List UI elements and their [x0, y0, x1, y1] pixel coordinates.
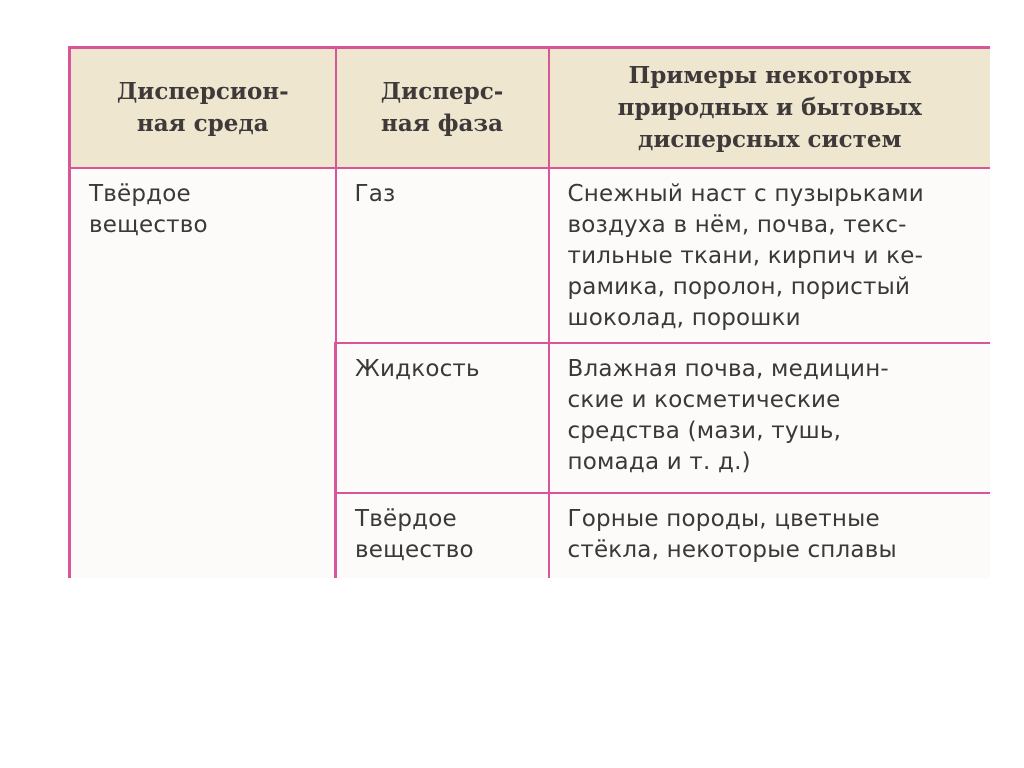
phase-cell-liquid — [336, 343, 549, 493]
header-dispersion-medium — [70, 48, 336, 169]
table-row — [70, 168, 991, 343]
phase-cell-gas — [336, 168, 549, 343]
header-dispersion-medium-label: Дисперсион- ная среда — [116, 78, 289, 137]
medium-text: Твёрдое вещество — [89, 181, 208, 238]
phase-cell-solid — [336, 493, 549, 578]
examples-cell-gas — [549, 168, 991, 343]
phase-text: Твёрдое вещество — [355, 506, 474, 563]
header-row — [70, 48, 991, 169]
examples-cell-solid — [549, 493, 991, 578]
examples-text: Влажная почва, медицин- ские и косметические средства (мази, тушь, помада и т. д.) — [567, 356, 889, 475]
table-header — [70, 48, 991, 169]
header-examples-label: Примеры некоторых природных и бытовых дисперсных систем — [617, 62, 922, 153]
examples-text: Снежный наст с пузырьками воздуха в нём, почва, текс- тильные ткани, кирпич и ке- рамика, поролон, пористый шоколад, порошки — [567, 181, 924, 331]
header-dispersed-phase — [336, 48, 549, 169]
phase-text: Газ — [354, 181, 396, 207]
medium-cell — [70, 168, 336, 578]
table-body — [70, 168, 991, 578]
header-examples — [549, 48, 991, 169]
table-frame — [68, 46, 990, 578]
examples-text: Горные породы, цветные стёкла, некоторые сплавы — [567, 506, 897, 563]
examples-cell-liquid — [549, 343, 991, 493]
header-dispersed-phase-label: Дисперс- ная фаза — [380, 78, 504, 137]
dispersion-table — [68, 46, 990, 578]
phase-text: Жидкость — [355, 356, 480, 382]
